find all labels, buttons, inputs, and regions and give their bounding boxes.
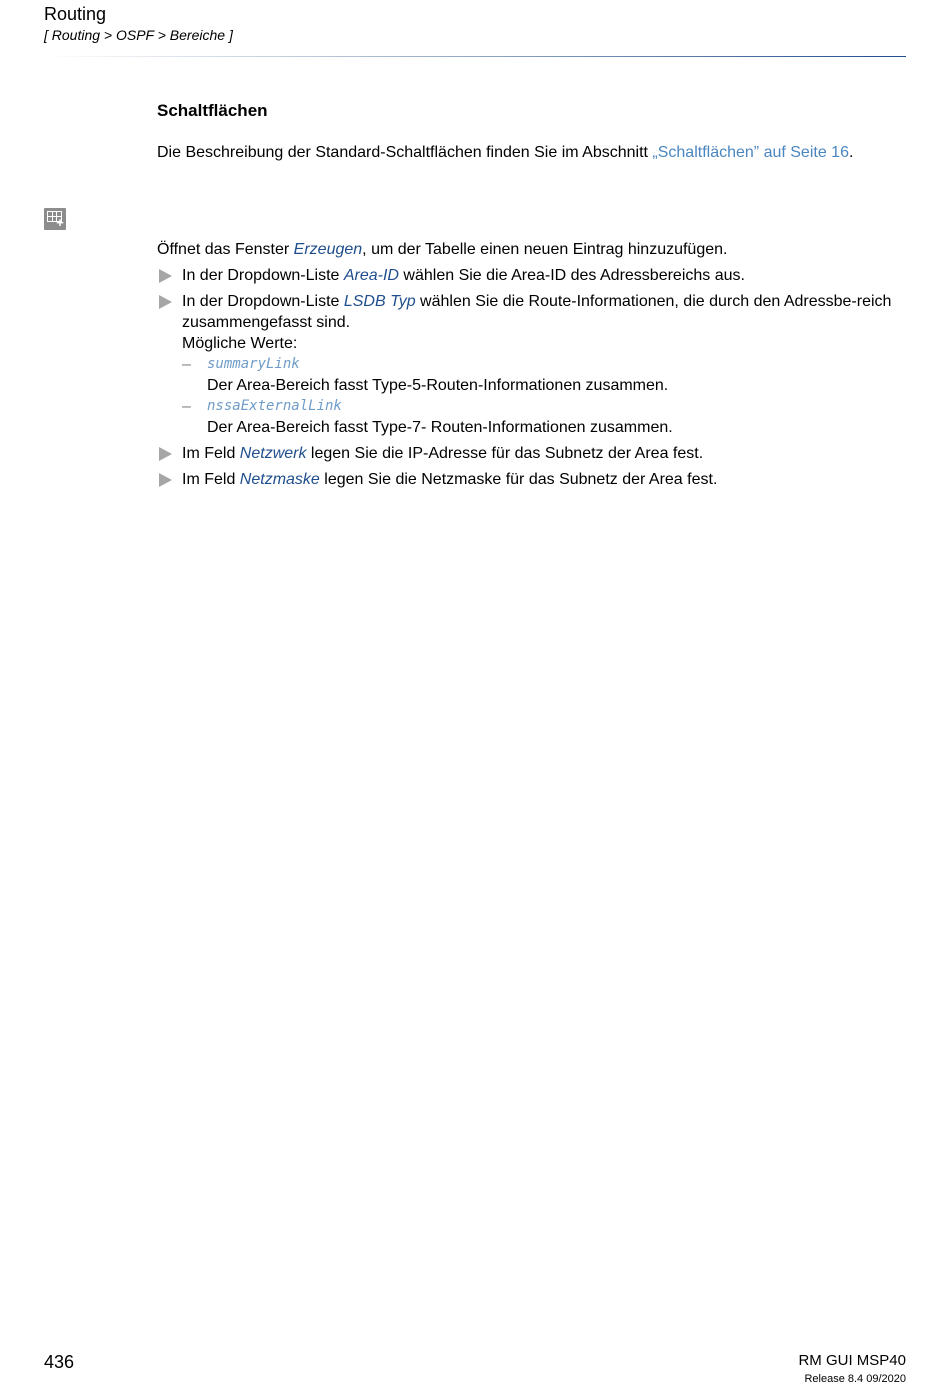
intro-end: . (848, 144, 854, 161)
document-name: RM GUI MSP40 (798, 1352, 906, 1369)
step-area-id (157, 265, 909, 286)
breadcrumb: [ Routing > OSPF > Bereiche ] (44, 27, 233, 43)
step-text-end: wählen Sie die Area-ID des Adressbereichs aus. (398, 267, 745, 284)
ui-term-area-id: Area-ID (343, 267, 399, 284)
page-number: 436 (44, 1352, 75, 1372)
intro-text: Die Beschreibung der Standard-Schaltflächen finden Sie im Abschnitt (157, 144, 653, 161)
value-description: Der Area-Bereich fasst Type-5-Routen-Informationen zusammen. (207, 377, 669, 394)
value-name: nssaExternalLink (207, 398, 342, 414)
intro-paragraph (157, 144, 853, 162)
step-text-end: wählen Sie die Route-Informationen, die durch den Adressbe-reich zusammengefasst sind. (182, 293, 892, 331)
step-text: In der Dropdown-Liste (182, 267, 344, 284)
ui-term-netzwerk: Netzwerk (239, 445, 307, 462)
section-heading: Schaltflächen (157, 101, 268, 120)
dash-marker: – (182, 398, 191, 415)
step-marker-icon (159, 473, 172, 487)
step-text-end: legen Sie die IP-Adresse für das Subnetz der Area fest. (306, 445, 704, 462)
desc-text: Öffnet das Fenster (157, 241, 294, 258)
value-summary-link (182, 354, 909, 396)
table-add-icon: + (44, 208, 66, 230)
step-text-end: legen Sie die Netzmaske für das Subnetz der Area fest. (319, 471, 718, 488)
ui-term-lsdb-typ: LSDB Typ (343, 293, 416, 310)
values-label: Mögliche Werte: (182, 335, 298, 352)
step-lsdb-type (157, 291, 909, 438)
ui-term-netzmaske: Netzmaske (239, 471, 320, 488)
dash-marker: – (182, 356, 191, 373)
value-nssa-external-link (182, 396, 909, 438)
value-name: summaryLink (207, 356, 300, 372)
desc-text-end: , um der Tabelle einen neuen Eintrag hinzuzufügen. (362, 241, 728, 258)
release-info: Release 8.4 09/2020 (804, 1373, 906, 1385)
create-description (157, 239, 909, 260)
step-text: Im Feld (182, 445, 240, 462)
ui-term-erzeugen: Erzeugen (293, 241, 363, 258)
value-description: Der Area-Bereich fasst Type-7- Routen-Informationen zusammen. (207, 419, 673, 436)
step-marker-icon (159, 269, 172, 283)
header-divider (44, 56, 906, 57)
step-marker-icon (159, 295, 172, 309)
step-netzmaske (157, 469, 909, 490)
step-marker-icon (159, 447, 172, 461)
step-netzwerk (157, 443, 909, 464)
chapter-title: Routing (44, 4, 107, 24)
create-button-description (157, 239, 909, 495)
step-text: Im Feld (182, 471, 240, 488)
cross-reference-link[interactable]: „Schaltflächen” auf Seite 16 (652, 144, 849, 161)
step-text: In der Dropdown-Liste (182, 293, 344, 310)
